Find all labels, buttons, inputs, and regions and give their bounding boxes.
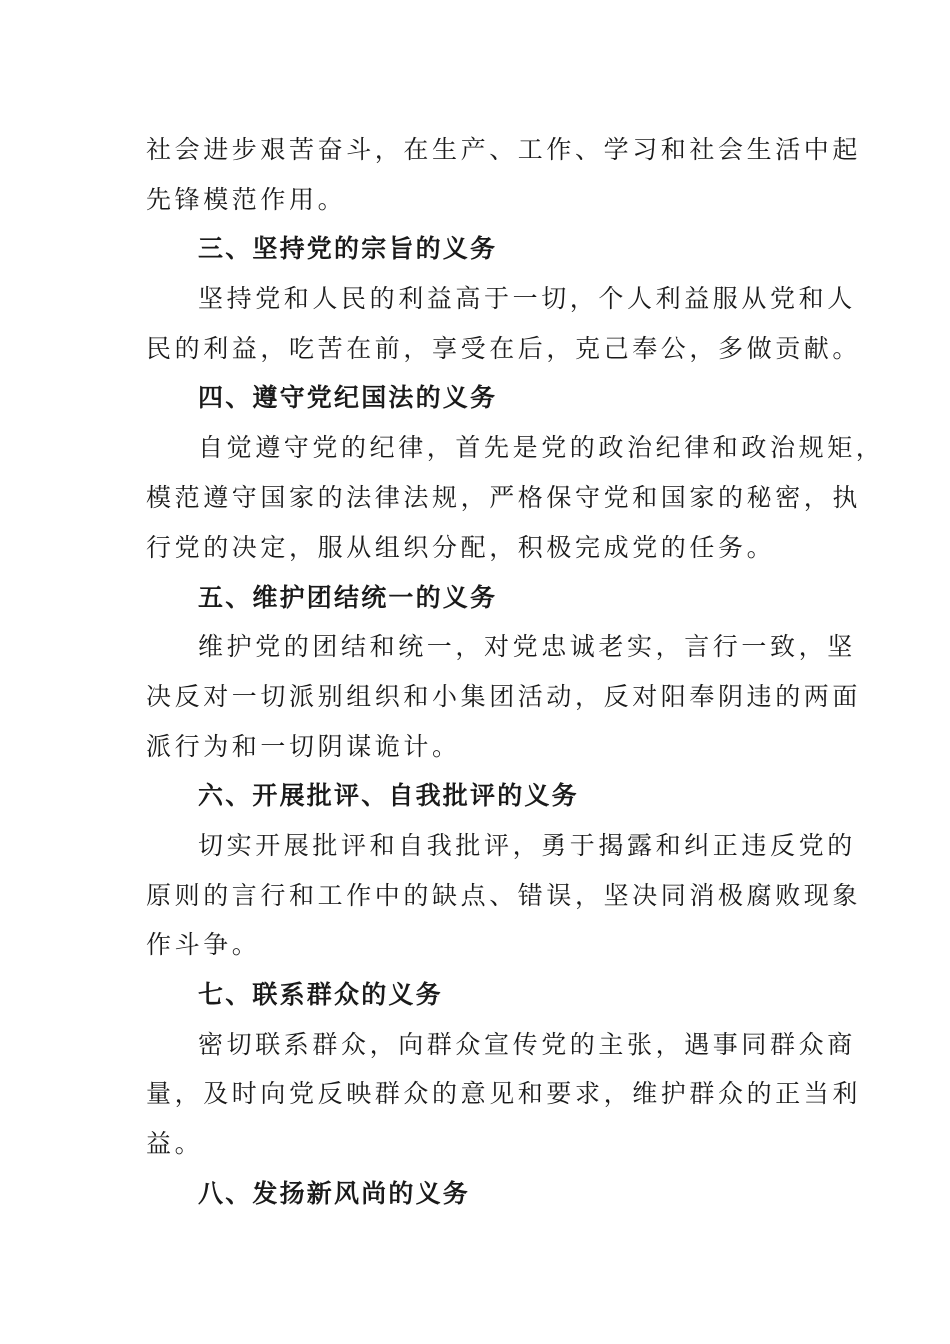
section-heading-7: 七、联系群众的义务: [198, 980, 443, 1009]
section-heading-8: 八、发扬新风尚的义务: [198, 1179, 471, 1208]
body-text-line: 密切联系群众，向群众宣传党的主张，遇事同群众商: [198, 1030, 856, 1059]
body-text-line: 自觉遵守党的纪律，首先是党的政治纪律和政治规矩，: [198, 433, 885, 462]
section-heading-6: 六、开展批评、自我批评的义务: [198, 781, 579, 810]
section-heading-4: 四、遵守党纪国法的义务: [198, 383, 498, 412]
body-text-line: 坚持党和人民的利益高于一切，个人利益服从党和人: [198, 284, 856, 313]
body-text-line: 原则的言行和工作中的缺点、错误，坚决同消极腐败现象: [146, 881, 862, 910]
body-text-line: 派行为和一切阴谋诡计。: [146, 732, 461, 761]
body-text-line: 量，及时向党反映群众的意见和要求，维护群众的正当利: [146, 1079, 862, 1108]
body-text-line: 益。: [146, 1129, 204, 1158]
body-text-line: 切实开展批评和自我批评，勇于揭露和纠正违反党的: [198, 831, 856, 860]
body-text-line: 先锋模范作用。: [146, 185, 347, 214]
section-heading-5: 五、维护团结统一的义务: [198, 583, 498, 612]
body-text-line: 社会进步艰苦奋斗，在生产、工作、学习和社会生活中起: [146, 135, 862, 164]
body-text-line: 维护党的团结和统一，对党忠诚老实，言行一致，坚: [198, 632, 856, 661]
body-text-line: 行党的决定，服从组织分配，积极完成党的任务。: [146, 533, 776, 562]
section-heading-3: 三、坚持党的宗旨的义务: [198, 234, 498, 263]
body-text-line: 作斗争。: [146, 930, 261, 959]
body-text-line: 决反对一切派别组织和小集团活动，反对阳奉阴违的两面: [146, 682, 862, 711]
body-text-line: 模范遵守国家的法律法规，严格保守党和国家的秘密，执: [146, 483, 862, 512]
body-text-line: 民的利益，吃苦在前，享受在后，克己奉公，多做贡献。: [146, 334, 862, 363]
